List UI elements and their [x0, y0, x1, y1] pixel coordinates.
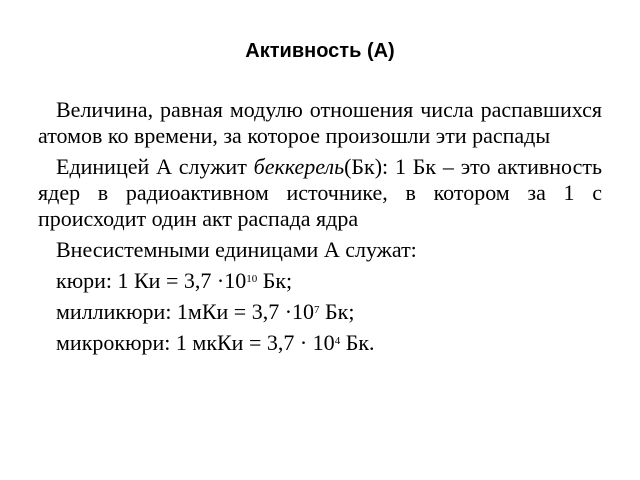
millicurie-line	[38, 299, 602, 325]
curie-prefix: кюри: 1 Ки = 3,7 ·10	[56, 268, 247, 293]
microcurie-exponent: 4	[334, 335, 341, 347]
millicurie-suffix: Бк;	[319, 299, 355, 324]
unit-paragraph	[38, 154, 602, 232]
nonsystem-units-heading: Внесистемными единицами А служат:	[56, 237, 417, 262]
curie-exponent: 10	[246, 273, 258, 285]
millicurie-exponent: 7	[314, 304, 320, 316]
unit-text-before: Единицей А служит	[56, 154, 254, 179]
microcurie-prefix: микрокюри: 1 мкКи = 3,7 · 10	[56, 330, 335, 355]
definition-paragraph: Величина, равная модулю отношения числа распавшихся атомов ко времени, за которое произошли эти распады	[38, 97, 602, 148]
unit-text-after: (Бк): 1 Бк – это активность ядер в радиоактивном источнике, в котором за 1 с происходит один акт распада ядра	[38, 154, 602, 231]
slide-title: Активность (А)	[245, 40, 395, 62]
millicurie-prefix: милликюри: 1мКи = 3,7 ·10	[56, 299, 315, 324]
microcurie-line	[38, 330, 602, 356]
curie-line	[38, 268, 602, 294]
becquerel-term: беккерель	[253, 154, 345, 179]
slide-body	[38, 97, 602, 361]
curie-suffix: Бк;	[257, 268, 293, 293]
microcurie-suffix: Бк.	[340, 330, 375, 355]
